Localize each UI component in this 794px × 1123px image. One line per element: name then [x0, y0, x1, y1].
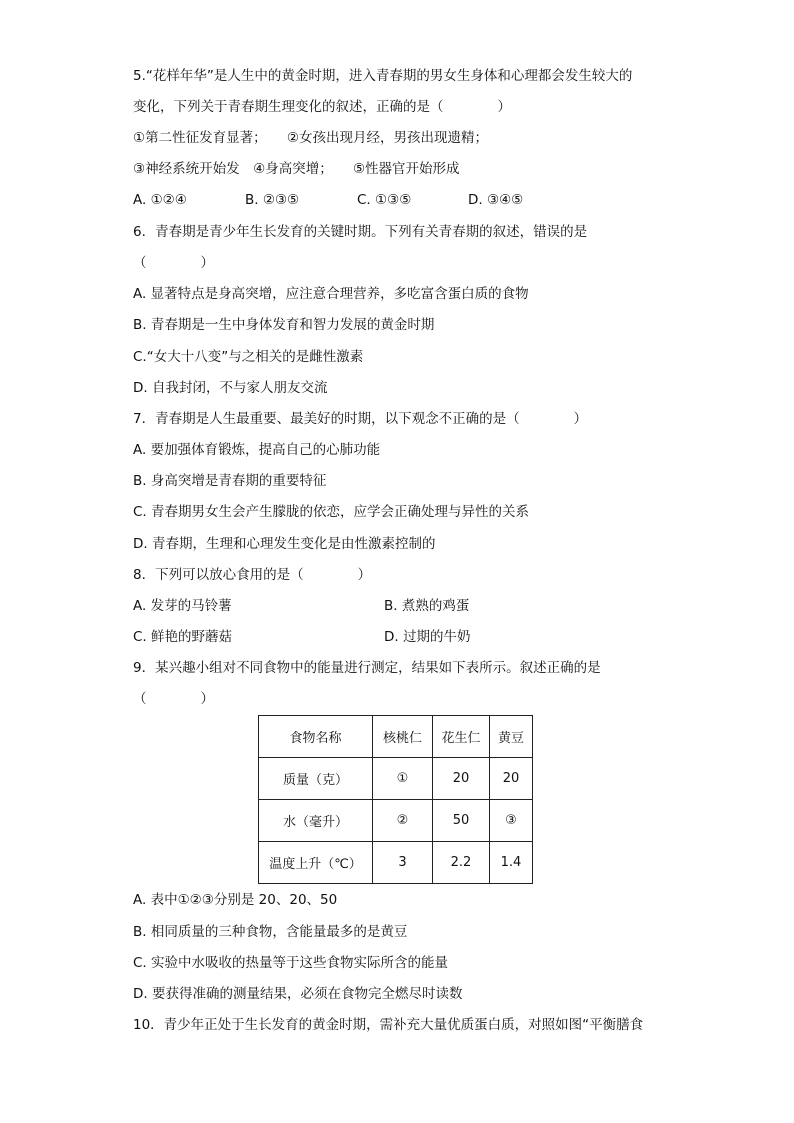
food-energy-table [258, 715, 533, 884]
q10-stem-line1: 10．青少年正处于生长发育的黄金时期，需补充大量优质蛋白质，对照如图“平衡膳食 [133, 1017, 644, 1033]
q9-option-d: D. 要获得准确的测量结果，必须在食物完全燃尽时读数 [133, 986, 463, 1002]
table-cell: 质量（克） [259, 758, 373, 800]
q7-stem: 7．青春期是人生最重要、最美好的时期，以下观念不正确的是（ ） [133, 411, 588, 427]
q9-option-c: C. 实验中水吸收的热量等于这些食物实际所含的能量 [133, 955, 449, 971]
table-cell: 温度上升（℃） [259, 842, 373, 884]
q6-option-b: B. 青春期是一生中身体发育和智力发展的黄金时期 [133, 317, 435, 333]
table-cell: 50 [433, 800, 490, 842]
q7-option-d: D. 青春期，生理和心理发生变化是由性激素控制的 [133, 536, 436, 552]
q6-option-a: A. 显著特点是身高突增，应注意合理营养，多吃富含蛋白质的食物 [133, 286, 529, 302]
table-header-cell: 黄豆 [490, 716, 533, 758]
table-cell: ② [373, 800, 433, 842]
table-cell: 3 [373, 842, 433, 884]
q9-stem-line1: 9．某兴趣小组对不同食物中的能量进行测定，结果如下表所示。叙述正确的是 [133, 660, 601, 676]
table-header-row [259, 716, 533, 758]
q6-stem-line1: 6．青春期是青少年生长发育的关键时期。下列有关青春期的叙述，错误的是 [133, 224, 588, 240]
q8-option-d: D. 过期的牛奶 [384, 629, 471, 645]
q5-items-line1: ①第二性征发育显著； ②女孩出现月经，男孩出现遗精； [133, 130, 488, 146]
table-cell: 2.2 [433, 842, 490, 884]
table-cell: 1.4 [490, 842, 533, 884]
q7-option-c: C. 青春期男女生会产生朦胧的依恋，应学会正确处理与异性的关系 [133, 504, 530, 520]
q8-stem: 8．下列可以放心食用的是（ ） [133, 567, 372, 583]
table-cell: 20 [490, 758, 533, 800]
q5-option-a: A. ①②④ [133, 192, 187, 208]
table-cell: 20 [433, 758, 490, 800]
q5-items-line2: ③神经系统开始发 ④身高突增； ⑤性器官开始形成 [133, 161, 460, 177]
table-header-cell: 核桃仁 [373, 716, 433, 758]
q7-option-b: B. 身高突增是青春期的重要特征 [133, 473, 327, 489]
q5-stem-line2: 变化，下列关于青春期生理变化的叙述，正确的是（ ） [133, 99, 511, 115]
q6-option-c: C.“女大十八变”与之相关的是雌性激素 [133, 349, 364, 365]
q6-option-d: D. 自我封闭，不与家人朋友交流 [133, 380, 328, 396]
q5-stem-line1: 5.“花样年华”是人生中的黄金时期，进入青春期的男女生身体和心理都会发生较大的 [133, 68, 633, 84]
q8-option-b: B. 煮熟的鸡蛋 [384, 598, 470, 614]
q9-option-a: A. 表中①②③分别是 20、20、50 [133, 892, 338, 908]
table-row [259, 842, 533, 884]
table-header-cell: 花生仁 [433, 716, 490, 758]
q5-option-c: C. ①③⑤ [357, 192, 412, 208]
q9-stem-line2: （ ） [133, 691, 214, 707]
q9-option-b: B. 相同质量的三种食物，含能量最多的是黄豆 [133, 924, 408, 940]
table-cell: 水（毫升） [259, 800, 373, 842]
q6-stem-line2: （ ） [133, 255, 214, 271]
q5-option-d: D. ③④⑤ [468, 192, 524, 208]
q5-option-b: B. ②③⑤ [245, 192, 300, 208]
table-cell: ③ [490, 800, 533, 842]
table-row [259, 758, 533, 800]
q8-option-a: A. 发芽的马铃薯 [133, 598, 232, 614]
q8-option-c: C. 鲜艳的野蘑菇 [133, 629, 233, 645]
table-header-cell: 食物名称 [259, 716, 373, 758]
table-row [259, 800, 533, 842]
q7-option-a: A. 要加强体育锻炼，提高自己的心肺功能 [133, 442, 381, 458]
table-cell: ① [373, 758, 433, 800]
